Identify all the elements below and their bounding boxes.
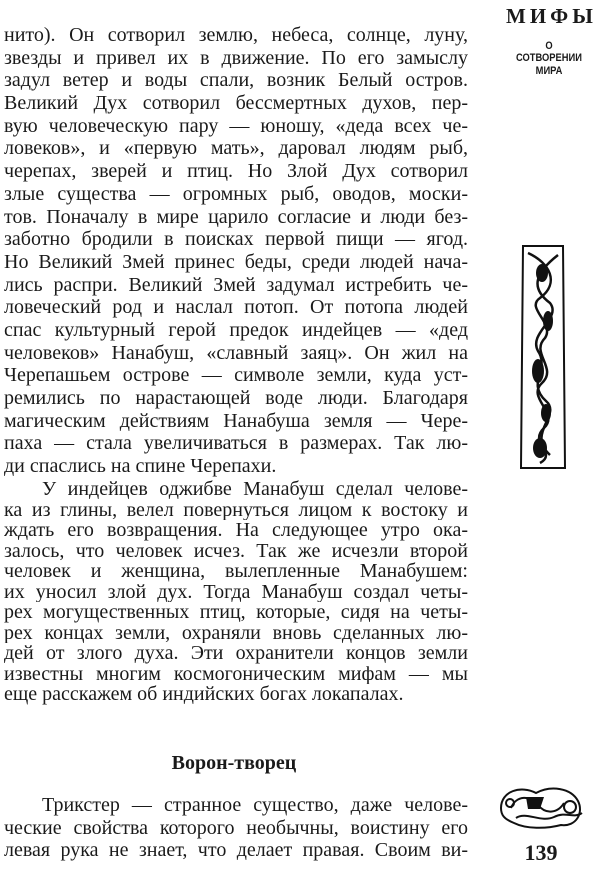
- text-line: ческие свойства которого необычны, воистину его: [4, 816, 468, 839]
- text-line: еще расскажем об индийских богах локапалах.: [4, 684, 404, 705]
- text-line: спас культурный герой предок индейцев — «дед: [4, 318, 468, 341]
- text-line: магическим действиям Нанабуша земля — Чере-: [4, 409, 468, 432]
- paragraph-1: [4, 24, 468, 478]
- running-head-title: МИФЫ: [506, 4, 597, 28]
- text-line: ловеков», и «первую мать», даровал людям рыб,: [4, 137, 468, 160]
- text-line: залось, что человек исчез. Так же исчезли второй: [4, 540, 468, 561]
- text-line: их уносил злой дух. Тогда Манабуш создал четы-: [4, 581, 468, 602]
- text-line: человеков» Нанабуш, «славный заяц». Он жил на: [4, 341, 468, 364]
- text-line: ди спаслись на спине Черепахи.: [4, 455, 277, 478]
- text-line: рех могущественных птиц, которые, сидя на четы-: [4, 602, 468, 623]
- text-line: дей от злого духа. Эти охранители концов земли: [4, 643, 468, 664]
- text-line: тов. Поначалу в мире царило согласие и люди без-: [4, 205, 468, 228]
- text-line: заботно бродили в поисках первой пищи — ягод.: [4, 228, 468, 251]
- page-number: 139: [524, 840, 558, 865]
- text-line: рех концах земли, охраняли вновь сделанных лю-: [4, 622, 468, 643]
- text-line: известны многим космогоническим мифам — мы: [4, 663, 468, 684]
- text-line: Великий Дух сотворил бессмертных духов, пер-: [4, 92, 468, 115]
- text-line: задул ветер и воды спали, возник Белый остров.: [4, 69, 468, 92]
- text-line: лись распри. Великий Змей задумал истребить че-: [4, 273, 468, 296]
- text-line: Но Великий Змей принес беды, среди людей нача-: [4, 250, 468, 273]
- text-line: паха — стала увеличиваться в размерах. Так лю-: [4, 432, 468, 455]
- text-line: ждать его возвращения. На следующее утро ока-: [4, 520, 468, 541]
- running-head-subtitle-1: О СОТВОРЕНИИ: [516, 40, 582, 64]
- text-line: черепах, зверей и птиц. Но Злой Дух сотворил: [4, 160, 468, 183]
- text-line: У индейцев оджибве Манабуш сделал челове-: [42, 479, 468, 500]
- text-line: звезды и привел их в движение. По его замыслу: [4, 46, 468, 69]
- text-line: вую человеческую пару — юношу, «деда всех че-: [4, 114, 468, 137]
- text-line: Трикстер — странное существо, даже челове-: [42, 794, 468, 816]
- running-head-subtitle-2: МИРА: [535, 65, 563, 77]
- text-line: нито). Он сотворил землю, небеса, солнце, луну,: [4, 24, 468, 46]
- text-line: ремились по нарастающей воде люди. Благодаря: [4, 387, 468, 409]
- paragraph-3: [4, 794, 468, 862]
- section-heading: Ворон-творец: [171, 752, 297, 774]
- interlace-beast-ornament-icon: [496, 783, 586, 831]
- paragraph-2: [4, 479, 468, 705]
- interlace-column-ornament-icon: [520, 243, 566, 471]
- text-line: ка из глины, велел повернуться лицом к востоку и: [4, 499, 468, 520]
- text-line: левая рука не знает, что делает правая. Своим ви-: [4, 839, 468, 862]
- text-line: ловеческий род и наслал потоп. От потопа людей: [4, 296, 468, 319]
- text-line: человек и женщина, вылепленные Манабушем:: [4, 561, 468, 582]
- text-line: злые существа — огромных рыб, оводов, моски-: [4, 182, 468, 205]
- text-line: Черепашьем острове — символе земли, куда уст-: [4, 364, 468, 387]
